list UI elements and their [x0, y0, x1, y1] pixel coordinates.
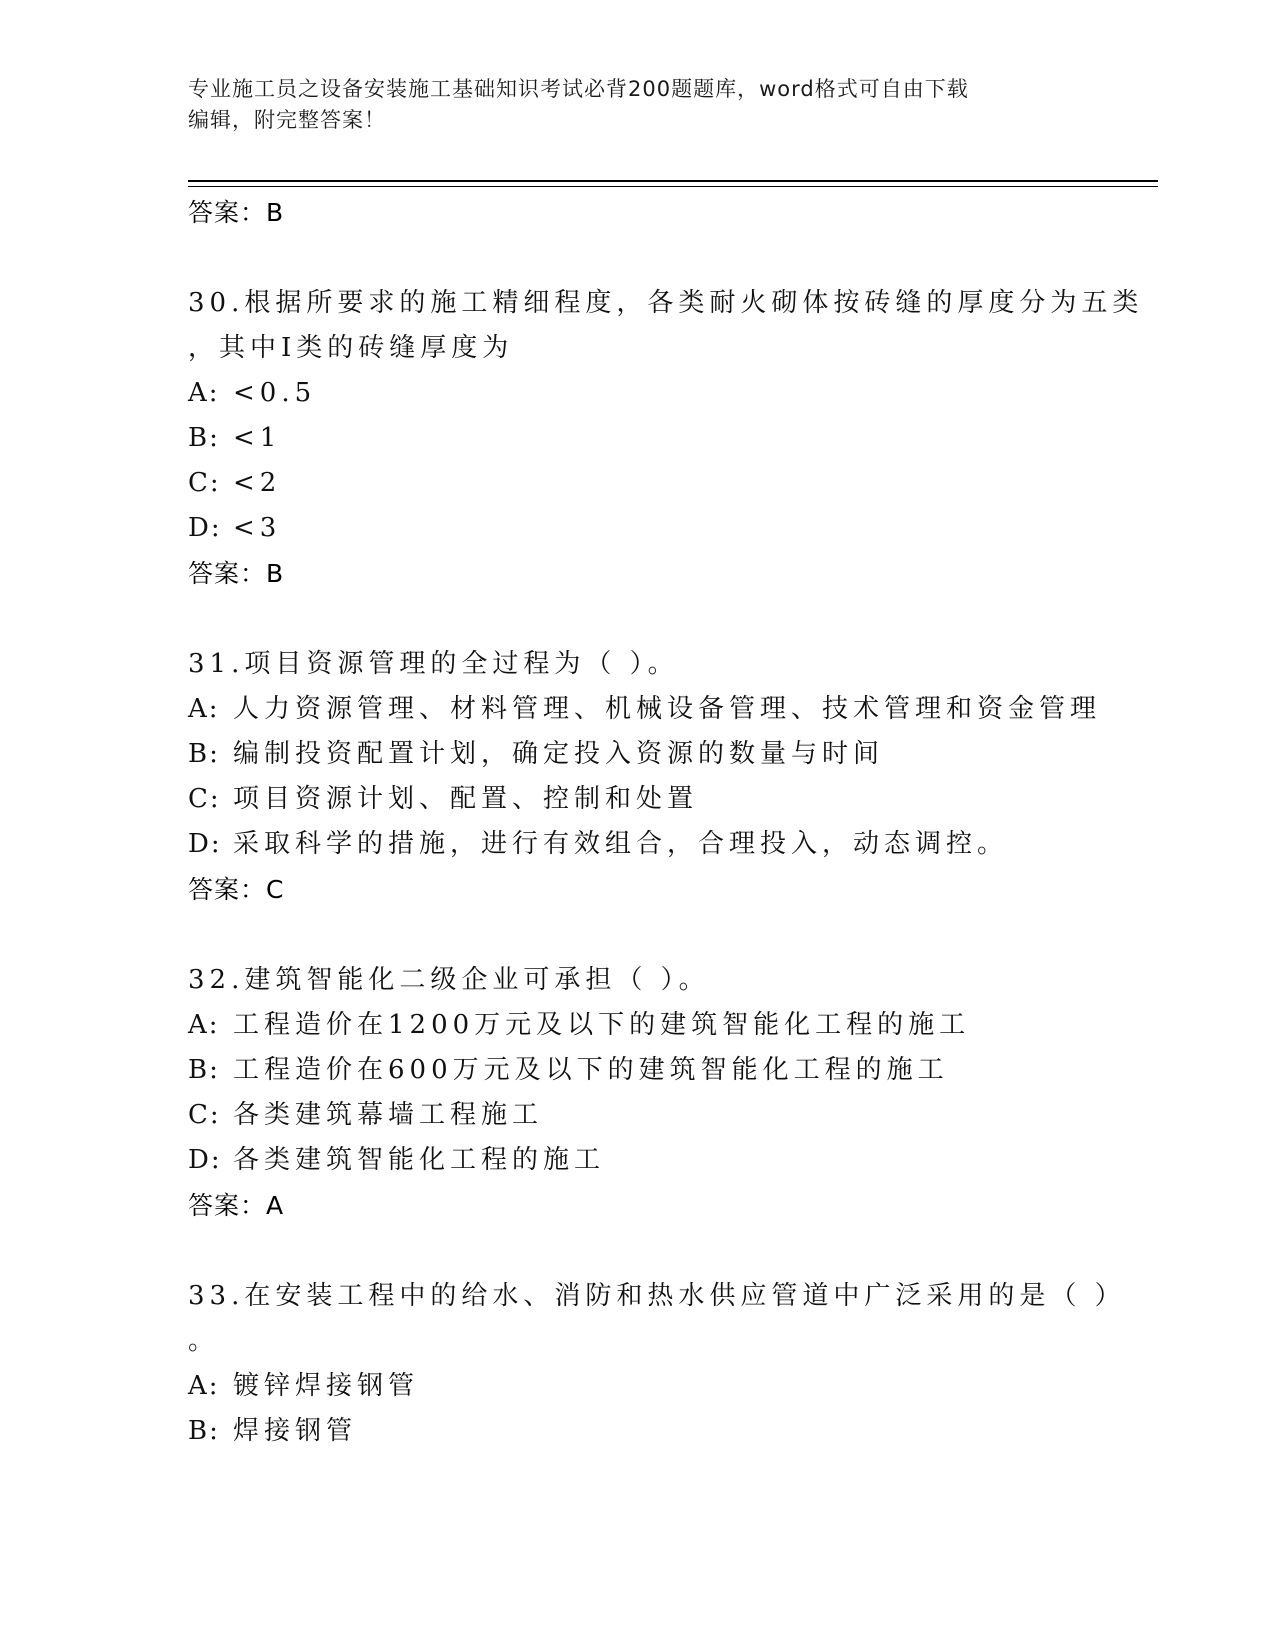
option-label: D: [188, 513, 222, 543]
document-header [188, 74, 1068, 136]
option-text: 工程造价在600万元及以下的建筑智能化工程的施工 [233, 1055, 949, 1085]
option-text: 镀锌焊接钢管 [233, 1371, 420, 1401]
option-label: A: [188, 1010, 220, 1040]
option-d [188, 1138, 1088, 1183]
option-text: <1 [233, 423, 282, 453]
option-label: A: [188, 1371, 220, 1401]
option-b [188, 416, 1088, 461]
question-33 [188, 1274, 1126, 1454]
question-stem: 31.项目资源管理的全过程为（ ）。 [188, 649, 679, 679]
option-label: A: [188, 694, 220, 724]
header-divider-thick [188, 180, 1158, 182]
option-text: 各类建筑幕墙工程施工 [233, 1100, 544, 1130]
header-title-line2: 编辑，附完整答案！ [188, 108, 386, 132]
option-a [188, 687, 1102, 732]
option-a [188, 1003, 1088, 1048]
answer-line: 答案：C [188, 875, 285, 904]
answer-line: 答案：B [188, 559, 285, 588]
option-text: 焊接钢管 [233, 1416, 358, 1446]
option-label: C: [188, 784, 221, 814]
option-b [188, 1409, 1088, 1454]
question-stem: 30.根据所要求的施工精细程度，各类耐火砌体按砖缝的厚度分为五类 [188, 288, 1144, 318]
option-label: B: [188, 1055, 220, 1085]
question-stem-continued: ，其中Ⅰ类的砖缝厚度为 [188, 333, 514, 363]
option-label: D: [188, 829, 222, 859]
option-d [188, 822, 1088, 867]
option-label: D: [188, 1145, 222, 1175]
option-label: B: [188, 739, 220, 769]
header-divider-thin [188, 186, 1158, 187]
option-text: 人力资源管理、材料管理、机械设备管理、技术管理和资金管理 [233, 694, 1102, 724]
option-c [188, 777, 1088, 822]
option-text: <2 [233, 468, 282, 498]
option-b [188, 1048, 1088, 1093]
question-stem: 32.建筑智能化二级企业可承担（ ）。 [188, 965, 710, 995]
option-label: B: [188, 423, 220, 453]
option-text: 编制投资配置计划，确定投入资源的数量与时间 [233, 739, 885, 769]
option-d [188, 506, 1088, 551]
option-a [188, 1364, 1088, 1409]
option-text: 各类建筑智能化工程的施工 [233, 1145, 606, 1175]
option-label: A: [188, 378, 220, 408]
option-label: C: [188, 1100, 221, 1130]
option-text: 采取科学的措施，进行有效组合，合理投入，动态调控。 [233, 829, 1009, 859]
option-text: <3 [233, 513, 282, 543]
option-text: 工程造价在1200万元及以下的建筑智能化工程的施工 [233, 1010, 971, 1040]
option-c [188, 461, 1088, 506]
option-label: C: [188, 468, 221, 498]
previous-answer: 答案：B [188, 198, 285, 227]
question-31 [188, 642, 1102, 912]
option-label: B: [188, 1416, 220, 1446]
question-list [188, 190, 1144, 1454]
option-b [188, 732, 1088, 777]
header-title-line1: 专业施工员之设备安装施工基础知识考试必背200题题库，word格式可自由下载 [188, 77, 969, 101]
option-c [188, 1093, 1088, 1138]
question-30 [188, 281, 1144, 596]
question-32 [188, 958, 1088, 1228]
option-a [188, 371, 1088, 416]
answer-line: 答案：A [188, 1191, 285, 1220]
option-text: 项目资源计划、配置、控制和处置 [233, 784, 699, 814]
question-stem-continued: 。 [188, 1326, 220, 1356]
option-text: <0.5 [233, 378, 317, 408]
question-stem: 33.在安装工程中的给水、消防和热水供应管道中广泛采用的是（ ） [188, 1281, 1126, 1311]
